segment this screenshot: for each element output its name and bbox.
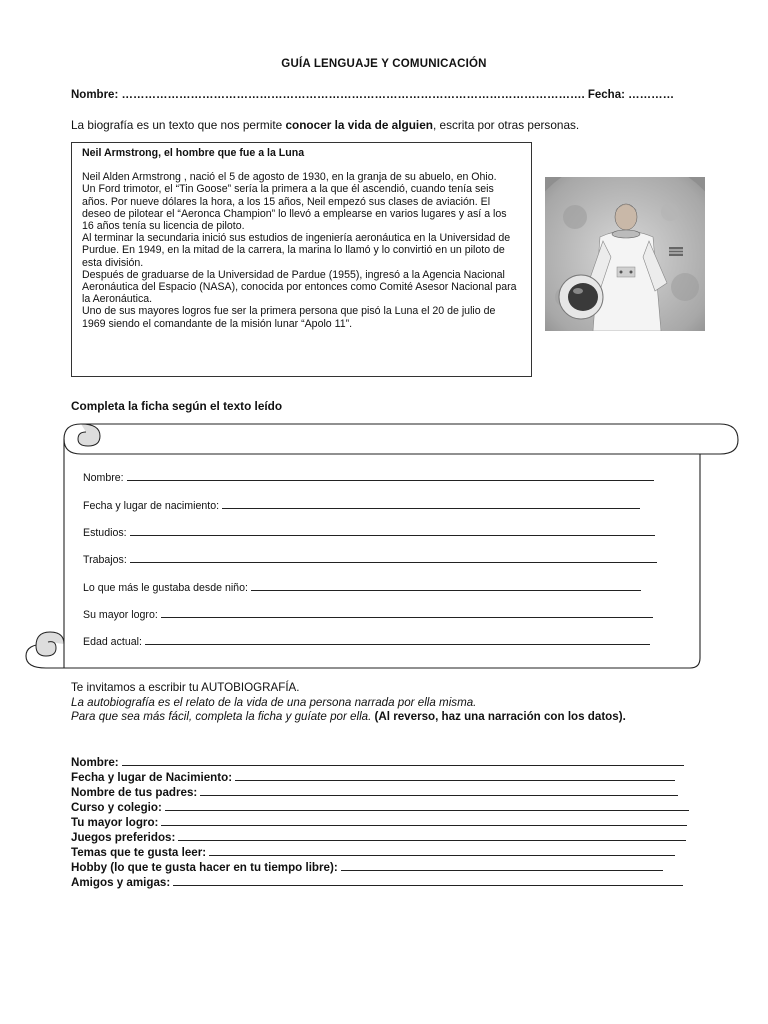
auto-label: Curso y colegio: — [71, 801, 162, 814]
answer-line[interactable] — [173, 875, 683, 886]
ficha-field-estudios — [83, 525, 655, 539]
ficha-label: Su mayor logro: — [83, 609, 158, 621]
auto-field-logro — [71, 815, 711, 830]
auto-label: Nombre de tus padres: — [71, 786, 198, 799]
auto-label: Tu mayor logro: — [71, 816, 159, 829]
astronaut-image — [545, 177, 705, 331]
bio-paragraph-1: Neil Alden Armstrong , nació el 5 de agosto de 1930, en la granja de su abuelo, en Ohio. — [82, 171, 497, 184]
auto-line-3 — [71, 710, 711, 725]
ficha-label: Edad actual: — [83, 636, 142, 648]
intro-bold: conocer la vida de alguien — [285, 118, 433, 132]
auto-label: Fecha y lugar de Nacimiento: — [71, 771, 233, 784]
auto-line-1: Te invitamos a escribir tu AUTOBIOGRAFÍA. — [71, 681, 300, 694]
biography-title: Neil Armstrong, el hombre que fue a la Luna — [82, 147, 305, 159]
auto-field-curso — [71, 800, 711, 815]
intro-part1: La biografía es un texto que nos permite — [71, 118, 286, 132]
answer-line[interactable] — [122, 755, 684, 766]
auto-label: Juegos preferidos: — [71, 831, 176, 844]
ficha-field-logro — [83, 607, 653, 621]
auto-field-temas — [71, 845, 711, 860]
auto-line-3-bold: (Al reverso, haz una narración con los datos). — [371, 710, 626, 724]
astronaut-photo — [545, 177, 705, 331]
answer-line[interactable] — [200, 785, 678, 796]
auto-field-padres — [71, 785, 711, 800]
auto-field-juegos — [71, 830, 711, 845]
auto-label: Amigos y amigas: — [71, 876, 171, 889]
answer-line[interactable] — [222, 498, 640, 509]
answer-line[interactable] — [130, 525, 655, 536]
ficha-field-fecha — [83, 498, 640, 512]
ficha-label: Lo que más le gustaba desde niño: — [83, 582, 248, 594]
answer-line[interactable] — [161, 607, 653, 618]
ficha-label: Trabajos: — [83, 554, 127, 566]
ficha-heading: Completa la ficha según el texto leído — [71, 399, 283, 413]
bio-paragraph-3: Al terminar la secundaria inició sus estudios de ingeniería aeronáutica en la Universidad de Purdue. En 1949, en la mitad de la carrera, la marina lo llamó y lo convirtió en un piloto de esta división. — [82, 232, 511, 269]
ficha-field-nombre — [83, 470, 654, 484]
auto-label: Hobby (lo que te gusta hacer en tu tiempo libre): — [71, 861, 338, 874]
autobiography-intro — [71, 681, 711, 725]
intro-part2: , escrita por otras personas. — [432, 118, 580, 132]
auto-field-hobby — [71, 860, 711, 875]
answer-line[interactable] — [130, 552, 657, 563]
answer-line[interactable] — [178, 830, 686, 841]
answer-line[interactable] — [165, 800, 689, 811]
bio-paragraph-5: Uno de sus mayores logros fue ser la primera persona que pisó la Luna el 20 de julio de 1969 siendo el comandante de la misión lunar “Apolo 11”. — [82, 305, 496, 330]
answer-line[interactable] — [251, 580, 641, 591]
biography-box — [71, 142, 532, 377]
answer-line[interactable] — [145, 634, 650, 645]
ficha-field-trabajos — [83, 552, 657, 566]
intro-text — [71, 118, 579, 132]
ficha-field-gustaba — [83, 580, 641, 594]
ficha-label: Estudios: — [83, 527, 127, 539]
auto-field-nombre — [71, 755, 711, 770]
autobiography-fields — [71, 755, 711, 890]
auto-label: Temas que te gusta leer: — [71, 846, 207, 859]
answer-line[interactable] — [127, 470, 654, 481]
bio-paragraph-4: Después de graduarse de la Universidad de Pardue (1955), ingresó a la Agencia Nacional Aeronáutica del Espacio (NASA), conocida por entonces como Comité Asesor Nacional para la Aeronáutica. — [82, 268, 517, 306]
ficha-field-edad — [83, 634, 650, 648]
answer-line[interactable] — [341, 860, 663, 871]
ficha-label: Fecha y lugar de nacimiento: — [83, 500, 220, 512]
bio-paragraph-2: Un Ford trimotor, el “Tin Goose” sería la primera a la que él ascendió, cuando tenía seis años. Por nueve dólares la hora, a los 15 años, Neil empezó sus clases de aviación. El deseo de pilotear el “Aeronca Champion” lo llevó a emplearse en varios lugares y así a los 16 años tenía su licencia de piloto. — [82, 183, 507, 233]
auto-line-3-italic: Para que sea más fácil, completa la ficha y guíate por ella. — [71, 710, 372, 724]
auto-field-amigos — [71, 875, 711, 890]
answer-line[interactable] — [235, 770, 675, 781]
answer-line[interactable] — [161, 815, 687, 826]
page-title: GUÍA LENGUAJE Y COMUNICACIÓN — [281, 58, 487, 70]
auto-field-nacimiento — [71, 770, 711, 785]
auto-line-2: La autobiografía es el relato de la vida de una persona narrada por ella misma. — [71, 695, 477, 709]
auto-label: Nombre: — [71, 756, 119, 769]
name-date-line: Nombre: …………………………………………………………………………………………………………. Fecha: ………… — [71, 89, 675, 101]
ficha-label: Nombre: — [83, 472, 124, 484]
answer-line[interactable] — [209, 845, 675, 856]
